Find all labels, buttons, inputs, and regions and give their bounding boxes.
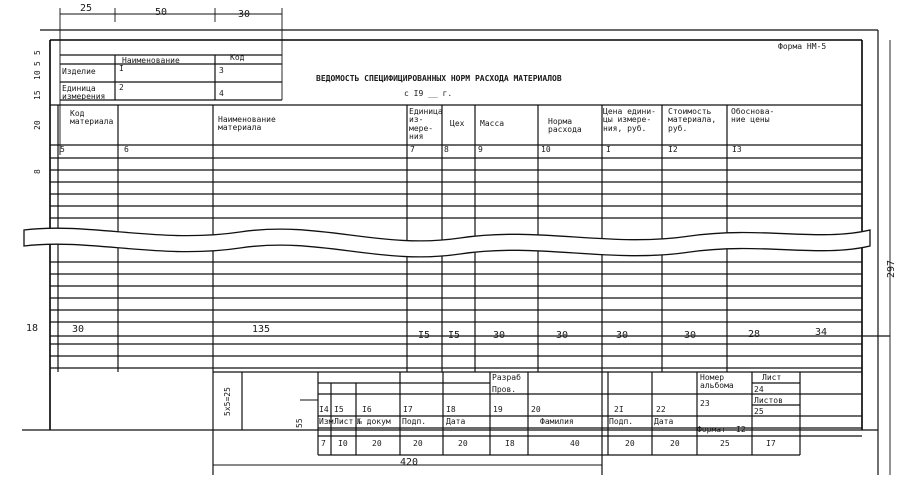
dim-5x5: 5x5=25 <box>223 387 232 416</box>
col-header-justification: Обоснова- ние цены <box>731 107 775 125</box>
cell-22: 22 <box>656 405 666 414</box>
document-title: ВЕДОМОСТЬ СПЕЦИФИЦИРОВАННЫХ НОРМ РАСХОДА МАТЕРИАЛОВ <box>316 74 562 83</box>
dim-left-5a: 5 <box>33 50 42 55</box>
sheets-label: Листов <box>754 396 783 405</box>
signature-label: Подп. <box>402 417 427 426</box>
unit-label: Единица измерения <box>62 84 106 102</box>
prov-label: Пров. <box>492 385 517 394</box>
period-label: с I9 __ г. <box>404 89 453 98</box>
cell-18: I8 <box>446 405 456 414</box>
cell-23: 23 <box>700 399 710 408</box>
width-20d: 20 <box>625 439 635 448</box>
dim-left-18: 18 <box>26 323 39 334</box>
col-dim-28: 28 <box>748 329 761 340</box>
width-18: I8 <box>505 439 515 448</box>
album-number-label: Номер альбома <box>700 373 734 391</box>
col-header-unit: Единица из- мере- ния <box>409 107 443 142</box>
col-num-7: 7 <box>410 145 415 154</box>
col-header-mass: Масса <box>480 119 505 128</box>
col-header-shop: Цех <box>450 119 465 128</box>
col-num-11: I <box>606 145 611 154</box>
width-20e: 20 <box>670 439 680 448</box>
dim-25: 25 <box>80 3 93 14</box>
col-dim-15b: I5 <box>448 330 461 341</box>
width-25: 25 <box>720 439 730 448</box>
dim-left-5b: 5 <box>33 61 42 66</box>
format-12: I2 <box>736 425 746 434</box>
bottom-dim-420: 420 <box>400 457 419 468</box>
cell-1: I <box>119 64 124 73</box>
dim-30: 30 <box>238 9 251 20</box>
surname-label: Фамилия <box>540 417 574 426</box>
col-num-13: I3 <box>732 145 742 154</box>
col-num-12: I2 <box>668 145 678 154</box>
list-small-label: Лист <box>334 417 354 426</box>
col-num-10: 10 <box>541 145 551 154</box>
cell-17: I7 <box>403 405 413 414</box>
col-dim-30: 30 <box>72 324 85 335</box>
width-7: 7 <box>321 439 326 448</box>
col-header-name: Наименование материала <box>218 115 276 133</box>
col-num-5: 5 <box>60 145 65 154</box>
cell-16: I6 <box>362 405 372 414</box>
sheets-25: 25 <box>754 407 764 416</box>
form-label: Форма НМ-5 <box>778 42 827 51</box>
col-dim-30c: 30 <box>556 330 569 341</box>
col-num-6: 6 <box>124 145 129 154</box>
col-dim-30d: 30 <box>616 330 629 341</box>
width-20c: 20 <box>458 439 468 448</box>
dim-left-10: 10 <box>33 70 42 80</box>
col-dim-135: 135 <box>252 324 271 335</box>
format-label: Формат <box>697 425 726 434</box>
code-label: Код <box>230 53 245 62</box>
col-dim-30b: 30 <box>493 330 506 341</box>
col-dim-15a: I5 <box>418 330 431 341</box>
dim-297: 297 <box>886 259 897 278</box>
dim-50: 50 <box>155 7 168 18</box>
col-num-9: 9 <box>478 145 483 154</box>
width-20a: 20 <box>372 439 382 448</box>
razrab-label: Разраб <box>492 373 521 382</box>
col-dim-30e: 30 <box>684 330 697 341</box>
cell-20: 20 <box>531 405 541 414</box>
cell-19: 19 <box>493 405 503 414</box>
col-header-price: Цена едини- цы измере- ния, руб. <box>603 107 656 133</box>
date-label-2: Дата <box>654 417 674 426</box>
sheet-24: 24 <box>754 385 764 394</box>
col-num-8: 8 <box>444 145 449 154</box>
width-20b: 20 <box>413 439 423 448</box>
dim-left-8: 8 <box>33 169 42 174</box>
cell-21: 2I <box>614 405 624 414</box>
col-header-code: Код материала <box>70 109 114 127</box>
doc-number-label: № докум <box>357 417 391 426</box>
izdelie-label: Изделие <box>62 67 96 76</box>
cell-2: 2 <box>119 83 124 92</box>
dim-left-20: 20 <box>33 120 42 130</box>
signature-label-2: Подп. <box>609 417 634 426</box>
dim-55: 55 <box>295 418 304 428</box>
width-10: I0 <box>338 439 348 448</box>
cell-3: 3 <box>219 66 224 75</box>
col-header-norm: Норма расхода <box>548 117 582 135</box>
sheet-label: Лист <box>762 373 782 382</box>
col-header-cost: Стоимость материала, руб. <box>668 107 717 133</box>
width-40: 40 <box>570 439 580 448</box>
izm-label: Изм <box>319 417 334 426</box>
dim-34: 34 <box>815 327 828 338</box>
dim-left-15: 15 <box>33 90 42 100</box>
cell-4: 4 <box>219 89 224 98</box>
cell-15: I5 <box>334 405 344 414</box>
width-17: I7 <box>766 439 776 448</box>
cell-14: I4 <box>319 405 329 414</box>
date-label: Дата <box>446 417 466 426</box>
name-label: Наименование <box>122 56 180 65</box>
